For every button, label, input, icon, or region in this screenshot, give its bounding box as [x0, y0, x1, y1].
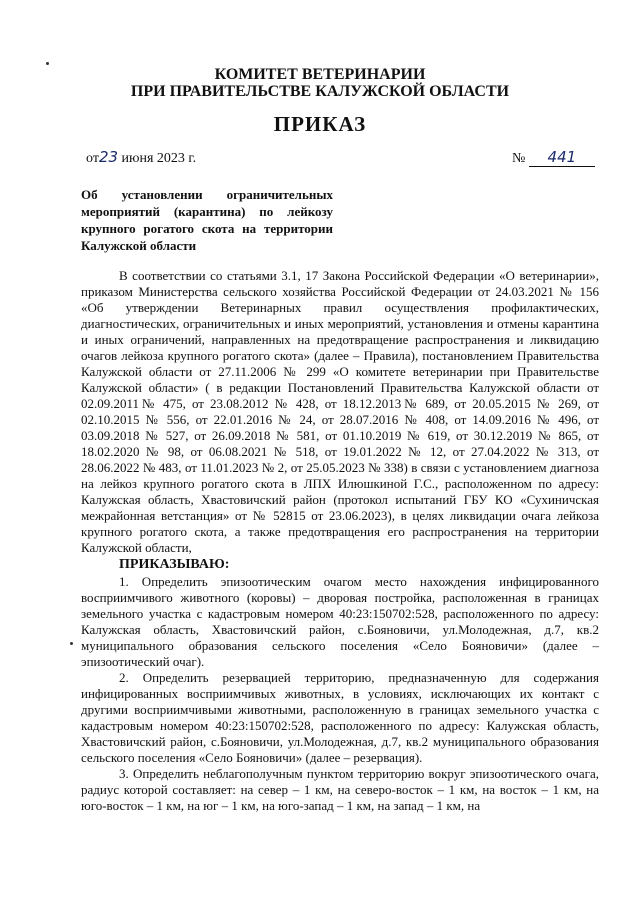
- scan-speck: [46, 62, 49, 65]
- preamble-paragraph: В соответствии со статьями 3.1, 17 Закона Российской Федерации «О ветеринарии», приказом Министерства сельского хозяйства Российской Федерации от 24.03.2021 № 156 «Об утверждении Ветеринарных правил осуществления профилактических, диагностических, ограничительных и иных мероприятий, установления и отмены карантина и иных ограничений, направленных на предотвращение распространения и ликвидацию очагов лейкоза крупного рогатого скота» (далее – Правила), постановлением Правительства Калужской области от 27.11.2006 № 299 «О комитете ветеринарии при Правительстве Калужской области» ( в редакции Постановлений Правительства Калужской области от 02.09.2011№ 475, от 23.08.2012 № 428, от 18.12.2013№ 689, от 20.05.2015 № 269, от 02.10.2015 № 556, от 22.01.2016 № 24, от 28.07.2016 № 408, от 14.09.2016 № 496, от 03.09.2018 № 527, от 26.09.2018 № 581, от 01.10.2019 № 619, от 30.12.2019 № 865, от 18.02.2020 № 98, от 06.08.2021 № 518, от 19.01.2022 № 12, от 27.04.2022 № 313, от 28.06.2022 № 483, от 11.01.2023 № 2, от 25.05.2023 № 338) в связи с установлением диагноза на лейкоз крупного рогатого скота в ЛПХ Илюшкиной Г.С., расположенном по адресу: Калужская область, Хвастовичский район (протокол испытаний ГБУ КО «Сухиничская межрайонная ветстанция» от № 52815 от 23.06.2023), в целях ликвидации очага лейкоза крупного рогатого скота, а также предотвращения его распространения на территории Калужской области,: [81, 268, 599, 555]
- order-body: [81, 268, 599, 814]
- date-rest: июня 2023 г.: [118, 151, 197, 166]
- committee-name-line2: ПРИ ПРАВИТЕЛЬСТВЕ КАЛУЖСКОЙ ОБЛАСТИ: [130, 83, 510, 100]
- committee-name-line1: КОМИТЕТ ВЕТЕРИНАРИИ: [214, 66, 426, 83]
- order-number: [512, 148, 595, 167]
- number-value-handwritten: 441: [529, 148, 595, 167]
- date-prefix: от: [86, 151, 99, 166]
- date-day-handwritten: 23: [98, 148, 119, 166]
- number-label: №: [512, 151, 526, 166]
- scan-speck: [70, 642, 73, 645]
- order-date: [86, 148, 196, 167]
- document-title: ПРИКАЗ: [273, 112, 367, 136]
- order-item-3: 3. Определить неблагополучным пунктом территорию вокруг эпизоотического очага, радиус которой составляет: на север – 1 км, на северо-восток – 1 км, на восток – 1 км, на юго-восток – 1 км, на юг – 1 км, на юго-запад – 1 км, на запад – 1 км, на: [81, 766, 599, 813]
- order-subject: Об установлении ограничительных мероприятий (карантина) по лейкозу крупного рогатого скота на территории Калужской области: [81, 187, 333, 253]
- order-item-2: 2. Определить резервацией территорию, предназначенную для содержания инфицированных восприимчивых животных, в условиях, исключающих их контакт с другими восприимчивыми животными, расположенную в границах земельного участка с кадастровым номером 40:23:150702:528, расположенного по адресу: Калужская область, Хвастовичский район, с.Бояновичи, ул.Молодежная, д.7, кв.2 муниципального образования сельского поселения «Село Бояновичи» (далее – резервация).: [81, 670, 599, 765]
- order-item-1: 1. Определить эпизоотическим очагом место нахождения инфицированного восприимчивого животного (коровы) – дворовая постройка, расположенная в границах земельного участка с кадастровым номером 40:23:150702:528, расположенного по адресу: Калужская область, Хвастовичский район, с.Бояновичи, ул.Молодежная, д.7, кв.2 муниципального образования сельского поселения «Село Бояновичи» (далее – эпизоотический очаг).: [81, 574, 599, 669]
- order-keyword: ПРИКАЗЫВАЮ:: [119, 557, 230, 572]
